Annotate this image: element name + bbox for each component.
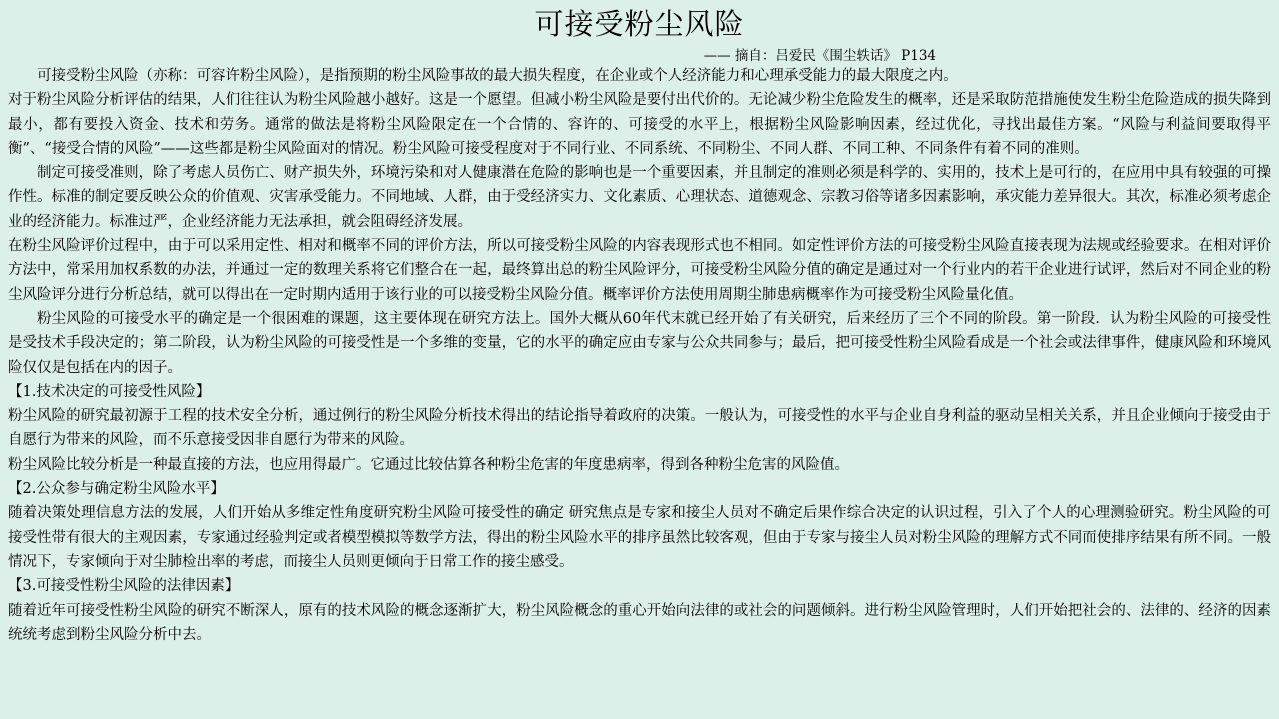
paragraph-public-participation: 随着决策处理信息方法的发展，人们开始从多维定性角度研究粉尘风险可接受性的确定 研究焦点是专家和接尘人员对不确定后果作综合决定的认识过程，引入了个人的心理测验研究。粉尘风险的可接受性带有很大的主观因素，专家通过经验判定或者模型模拟等数学方法，得出的粉尘风险水平的排序虽然比较客观，但由于专家与接尘人员对粉尘风险的理解方式不同而使排序结果有所不同。一般情况下，专家倾向于对尘肺检出率的考虑，而接尘人员则更倾向于日常工作的接尘感受。: [8, 505, 1271, 570]
paragraph-technical-origin: 粉尘风险的研究最初源于工程的技术安全分析，通过例行的粉尘风险分析技术得出的结论指导着政府的决策。一般认为，可接受性的水平与企业自身利益的驱动呈相关关系，并且企业倾向于接受由于自愿行为带来的风险，而不乐意接受因非自愿行为带来的风险。: [8, 408, 1271, 449]
section-heading-technical: 【1.技术决定的可接受性风险】: [8, 383, 211, 400]
section-heading-legal: 【3.可接受性粉尘风险的法律因素】: [8, 578, 240, 595]
paragraph-comparison: 粉尘风险比较分析是一种最直接的方法，也应用得最广。它通过比较估算各种粉尘危害的年度患病率，得到各种粉尘危害的风险值。: [8, 456, 849, 473]
paragraph-evaluation-methods: 在粉尘风险评价过程中，由于可以采用定性、相对和概率不同的评价方法，所以可接受粉尘风险的内容表现形式也不相同。如定性评价方法的可接受粉尘风险直接表现为法规或经验要求。在相对评价方法中，常采用加权系数的办法，并通过一定的数理关系将它们整合在一起，最终算出总的粉尘风险评分，可接受粉尘风险分值的确定是通过对一个行业内的若干企业进行试评，然后对不同企业的粉尘风险评分进行分析总结，就可以得出在一定时期内适用于该行业的可以接受粉尘风险分值。概率评价方法使用周期尘肺患病概率作为可接受粉尘风险量化值。: [8, 238, 1271, 303]
paragraph-acceptable-level: 粉尘风险的可接受水平的确定是一个很困难的课题，这主要体现在研究方法上。国外大概从60年代末就已经开始了有关研究，后来经历了三个不同的阶段。第一阶段．认为粉尘风险的可接受性是受技术手段决定的；第二阶段，认为粉尘风险的可接受性是一个多维的变量，它的水平的确定应由专家与公众共同参与；最后，把可接受性粉尘风险看成是一个社会或法律事件，健康风险和环境风险仅仅是包括在内的因子。: [8, 310, 1271, 376]
section-heading-public: 【2.公众参与确定粉尘风险水平】: [8, 481, 225, 498]
source-citation: —— 摘自：吕爱民《围尘轶话》 P134: [703, 48, 936, 64]
paragraph-risk-analysis: 对于粉尘风险分析评估的结果，人们往往认为粉尘风险越小越好。这是一个愿望。但减小粉尘风险是要付出代价的。无论减少粉尘危险发生的概率，还是采取防范措施使发生粉尘危险造成的损失降到最小，都有要投入资金、技术和劳务。通常的做法是将粉尘风险限定在一个合情的、容许的、可接受的水平上，根据粉尘风险影响因素，经过优化，寻找出最佳方案。“风险与利益间要取得平衡”、“接受合情的风险”——这些都是粉尘风险面对的情况。粉尘风险可接受程度对于不同行业、不同系统、不同粉尘、不同人群、不同工种、不同条件有着不同的准则。: [8, 92, 1271, 157]
paragraph-legal-factors: 随着近年可接受性粉尘风险的研究不断深人，原有的技术风险的概念逐渐扩大，粉尘风险概念的重心开始向法律的或社会的问题倾斜。进行粉尘风险管理时，人们开始把社会的、法律的、经济的因素统统考虑到粉尘风险分析中去。: [8, 602, 1271, 643]
page-title: 可接受粉尘风险: [534, 7, 745, 41]
article-body: [8, 64, 1271, 647]
paragraph-criteria: 制定可接受准则，除了考虑人员伤亡、财产损失外，环境污染和对人健康潜在危险的影响也是一个重要因素，并且制定的准则必须是科学的、实用的，技术上是可行的，在应用中具有较强的可操作性。标准的制定要反映公众的价值观、灾害承受能力。不同地域、人群，由于受经济实力、文化素质、心理状态、道德观念、宗教习俗等诸多因素影响，承灾能力差异很大。其次，标准必须考虑企业的经济能力。标准过严，企业经济能力无法承担，就会阻碍经济发展。: [8, 165, 1271, 230]
paragraph-definition: 可接受粉尘风险（亦称：可容许粉尘风险），是指预期的粉尘风险事故的最大损失程度，在企业或个人经济能力和心理承受能力的最大限度之内。: [37, 68, 958, 84]
